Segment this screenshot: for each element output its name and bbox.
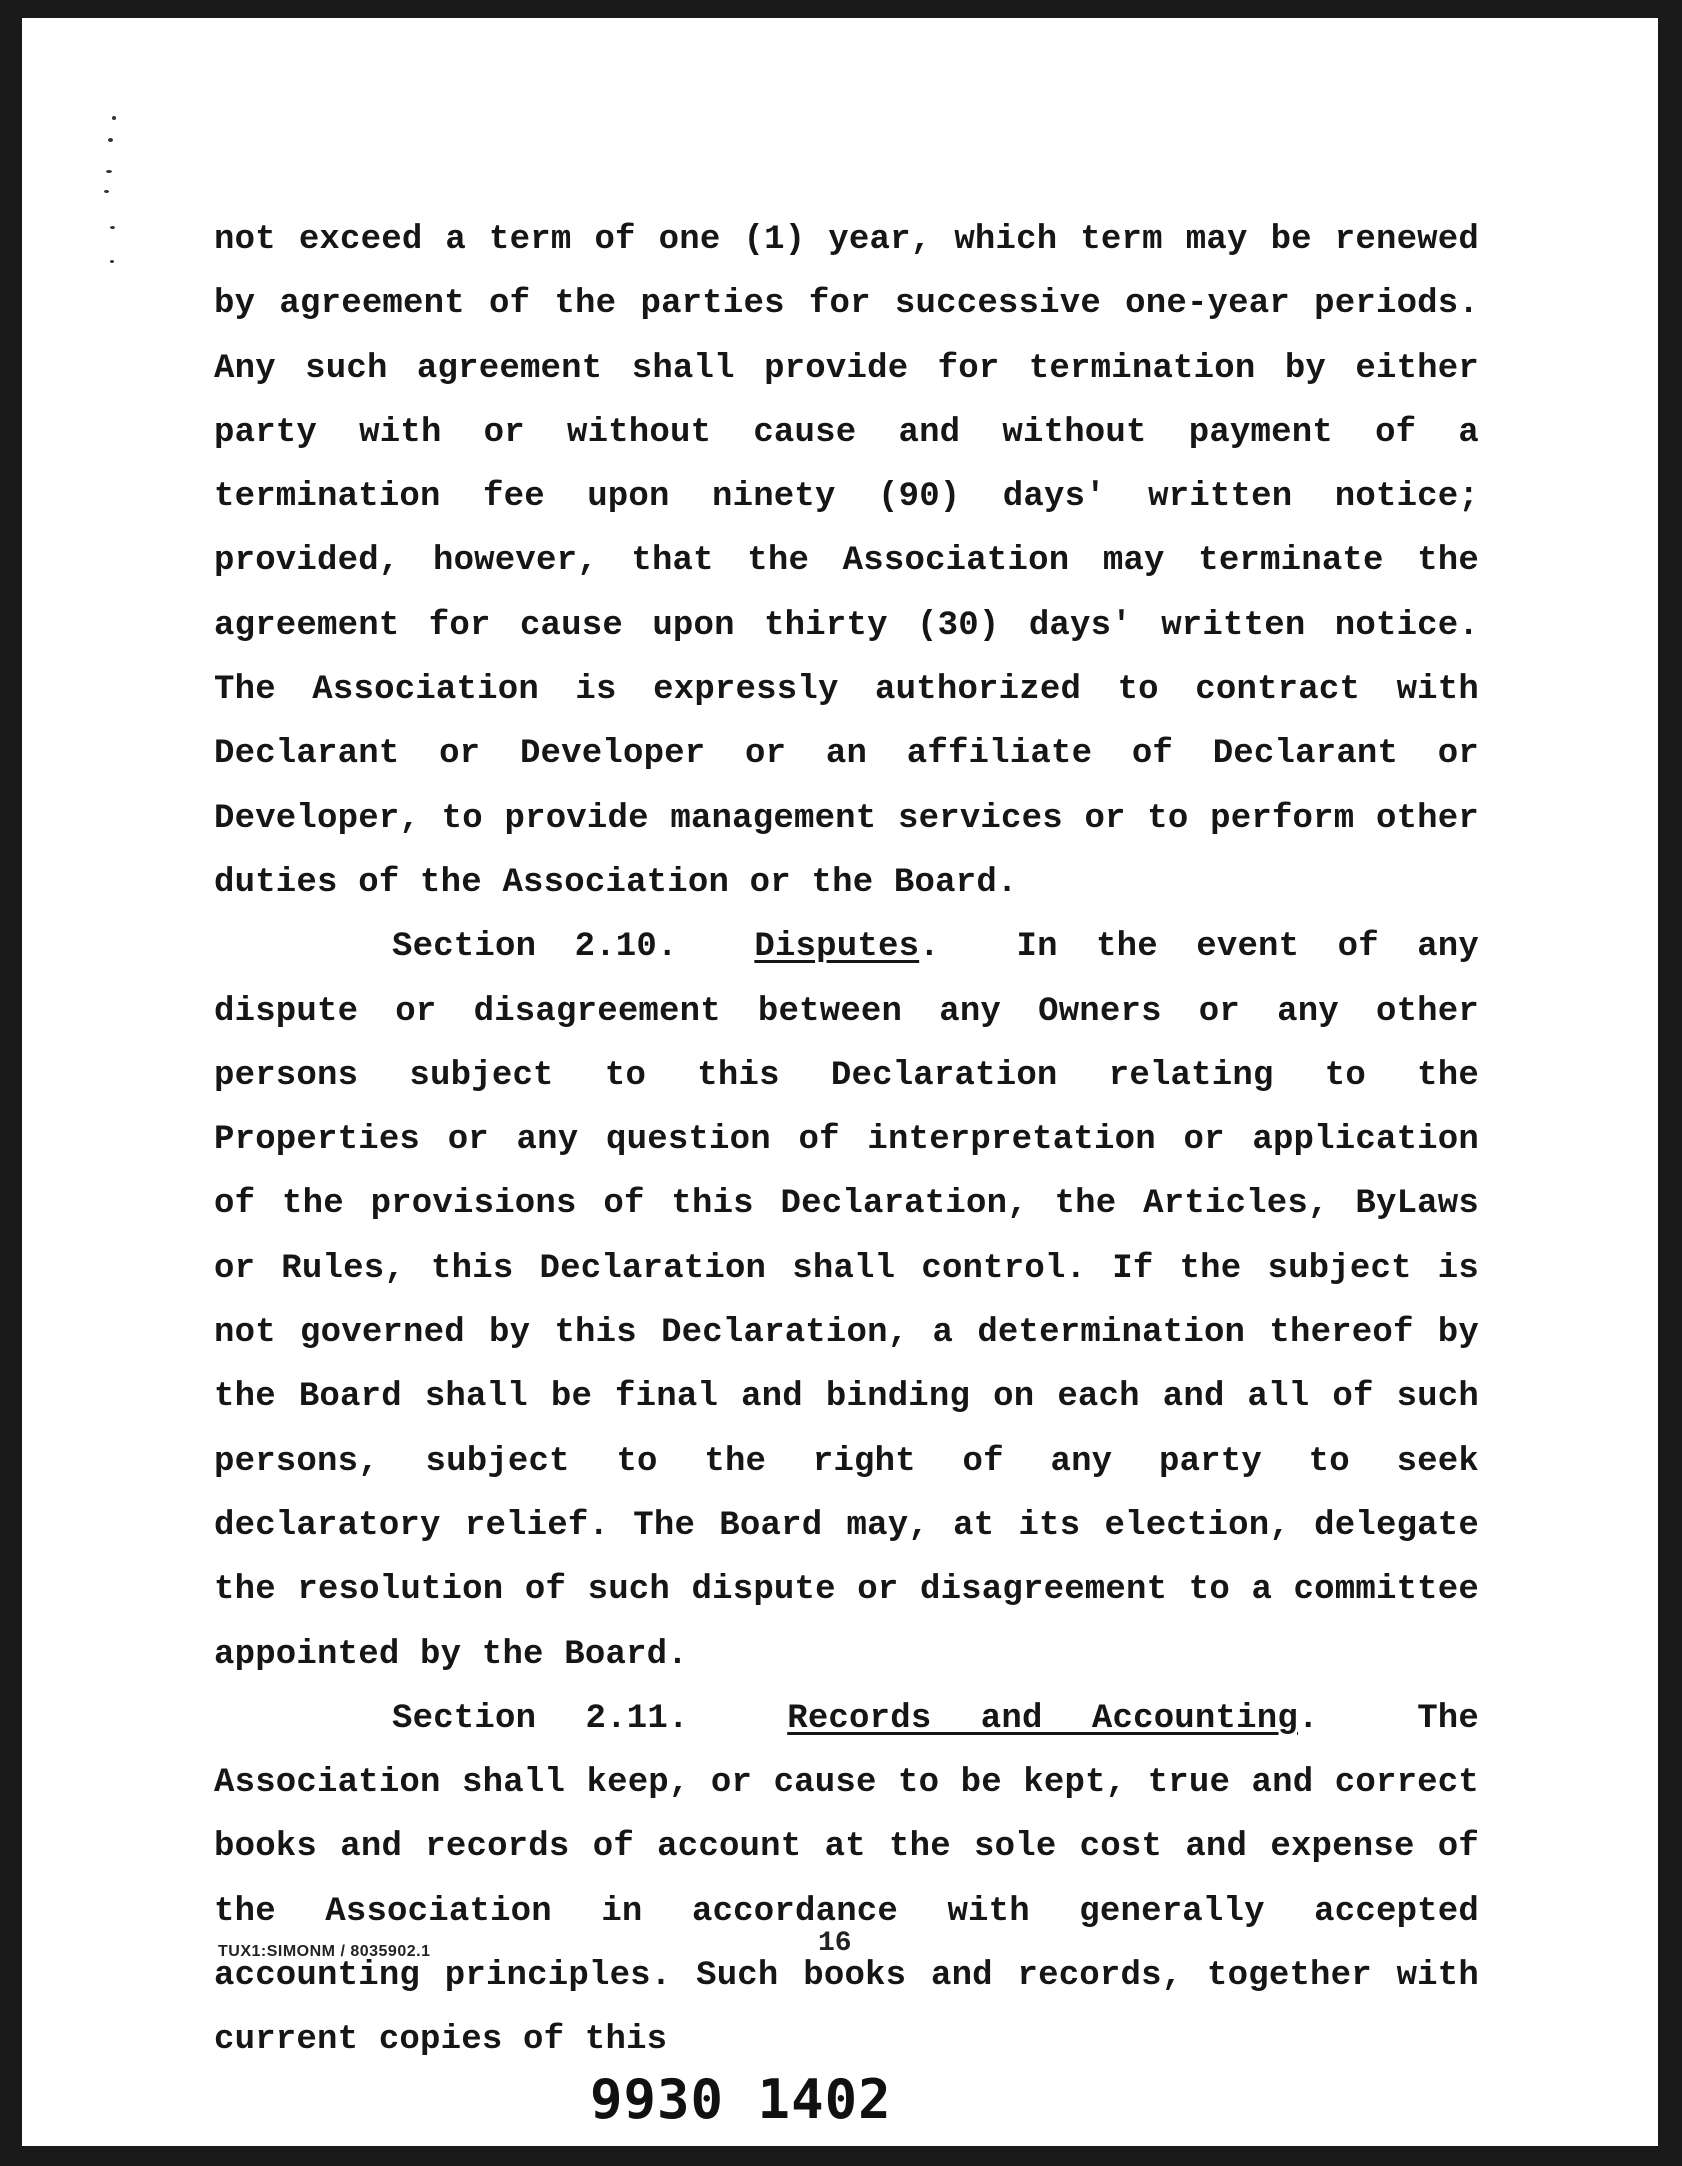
section-heading-disputes: Disputes xyxy=(754,928,920,967)
paragraph-management-agreement xyxy=(214,208,1479,915)
document-footer-id: TUX1:SIMONM / 8035902.1 xyxy=(218,1943,431,1960)
paragraph-section-2-11: Section 2.11. Records and Accounting. The Association shall keep, or cause to be kept, true and correct books and records of account at the sole cost and expense of the Association in accordance with generally accepted accounting principles. Such books and records, together with current copies of this xyxy=(214,1699,1479,2060)
section-label: Section 2.11. xyxy=(392,1699,689,1738)
paragraph-section-2-10: Section 2.10. Disputes. In the event of any dispute or disagreement between any Owners or any other persons subject to this Declaration relating to the Properties or any question of interpretation or application of the provisions of this Declaration, the Articles, ByLaws or Rules, this Declaration shall control. If the subject is not governed by this Declaration, a determination thereof by the Board shall be final and binding on each and all of such persons, subject to the right of any party to seek declaratory relief. The Board may, at its election, delegate the resolution of such dispute or disagreement to a committee appointed by the Board. xyxy=(214,928,1479,1674)
paragraph-text: not exceed a term of one (1) year, which term may be renewed by agreement of the parties for successive one-year periods. Any such agreement shall provide for termination by either party with or without cause and without payment of a termination fee upon ninety (90) days' written notice; provided, however, that the Association may terminate the agreement for cause upon thirty (30) days' written notice. The Association is expressly authorized to contract with Declarant or Developer or an affiliate of Declarant or Developer, to provide management services or to perform other duties of the Association or the Board. xyxy=(214,221,1479,902)
section-label: Section 2.10. xyxy=(392,928,678,967)
document-body xyxy=(214,208,1479,2073)
paragraph-text: The Association shall keep, or cause to be kept, true and correct books and records of account at the sole cost and expense of the Association in accordance with generally accepted accounting principles. Such books and records, together with current copies of this xyxy=(214,1699,1479,2060)
bates-stamp: 9930 1402 xyxy=(590,2068,892,2131)
scan-specks xyxy=(102,108,142,288)
paragraph-text: In the event of any dispute or disagreement between any Owners or any other persons subject to this Declaration relating to the Properties or any question of interpretation or application of the provisions of this Declaration, the Articles, ByLaws or Rules, this Declaration shall control. If the subject is not governed by this Declaration, a determination thereof by the Board shall be final and binding on each and all of such persons, subject to the right of any party to seek declaratory relief. The Board may, at its election, delegate the resolution of such dispute or disagreement to a committee appointed by the Board. xyxy=(214,928,1479,1674)
document-page xyxy=(22,18,1658,2146)
section-heading-records-and-accounting: Records and Accounting xyxy=(787,1699,1298,1738)
page-number: 16 xyxy=(818,1928,852,1959)
